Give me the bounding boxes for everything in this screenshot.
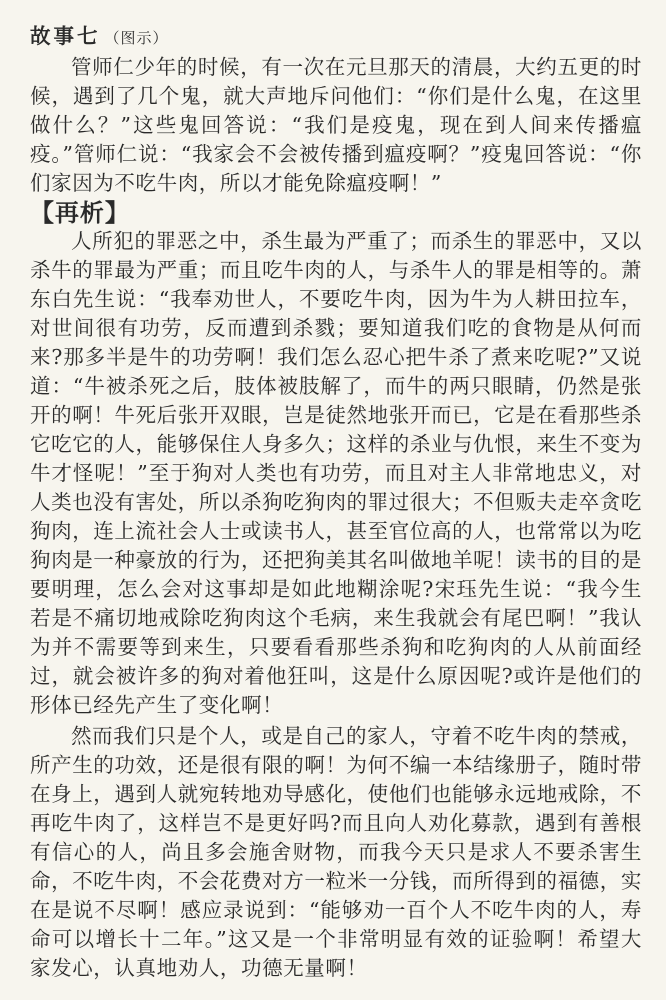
story-heading-note: （图示）: [104, 29, 169, 47]
story-title: 故事七: [30, 24, 101, 48]
story-heading: [30, 22, 642, 53]
analysis-heading: 【再析】: [30, 198, 130, 227]
document-page: [30, 22, 642, 982]
analysis-paragraph-1: 人所犯的罪恶之中，杀生最为严重了；而杀生的罪恶中，又以杀牛的罪最为严重；而且吃牛肉的人，与杀牛人的罪是相等的。萧东白先生说：“我奉劝世人，不要吃牛肉，因为牛为人耕田拉车，对世间很有功劳，反而遭到杀戮；要知道我们吃的食物是从何而来?那多半是牛的功劳啊！我们怎么忍心把牛杀了煮来吃呢?”又说道：“牛被杀死之后，肢体被肢解了，而牛的两只眼睛，仍然是张开的啊！牛死后张开双眼，岂是徒然地张开而已，它是在看那些杀它吃它的人，能够保住人身多久；这样的杀业与仇恨，来生不变为牛才怪呢！”至于狗对人类也有功劳，而且对主人非常地忠义，对人类也没有害处，所以杀狗吃狗肉的罪过很大；不但贩夫走卒贪吃狗肉，连上流社会人士或读书人，甚至官位高的人，也常常以为吃狗肉是一种豪放的行为，还把狗美其名叫做地羊呢！读书的目的是要明理，怎么会对这事却是如此地糊涂呢?宋珏先生说：“我今生若是不痛切地戒除吃狗肉这个毛病，来生我就会有尾巴啊！”我认为并不需要等到来生，只要看看那些杀狗和吃狗肉的人从前面经过，就会被许多的狗对着他狂叫，这是什么原因呢?或许是他们的形体已经先产生了变化啊！: [30, 229, 642, 717]
story-paragraph: 管师仁少年的时候，有一次在元旦那天的清晨，大约五更的时候，遇到了几个鬼，就大声地斥问他们：“你们是什么鬼，在这里做什么？”这些鬼回答说：“我们是疫鬼，现在到人间来传播瘟疫。”管师仁说：“我家会不会被传播到瘟疫啊？”疫鬼回答说：“你们家因为不吃牛肉，所以才能免除瘟疫啊！”: [30, 55, 642, 195]
analysis-paragraph-2: 然而我们只是个人，或是自己的家人，守着不吃牛肉的禁戒，所产生的功效，还是很有限的啊！为何不编一本结缘册子，随时带在身上，遇到人就宛转地劝导感化，使他们也能够永远地戒除，不再吃牛肉了，这样岂不是更好吗?而且向人劝化募款，遇到有善根有信心的人，尚且多会施舍财物，而我今天只是求人不要杀害生命，不吃牛肉，不会花费对方一粒米一分钱，而所得到的福德，实在是说不尽啊！感应录说到：“能够劝一百个人不吃牛肉的人，寿命可以增长十二年。”这又是一个非常明显有效的证验啊！希望大家发心，认真地劝人，功德无量啊！: [30, 724, 642, 980]
